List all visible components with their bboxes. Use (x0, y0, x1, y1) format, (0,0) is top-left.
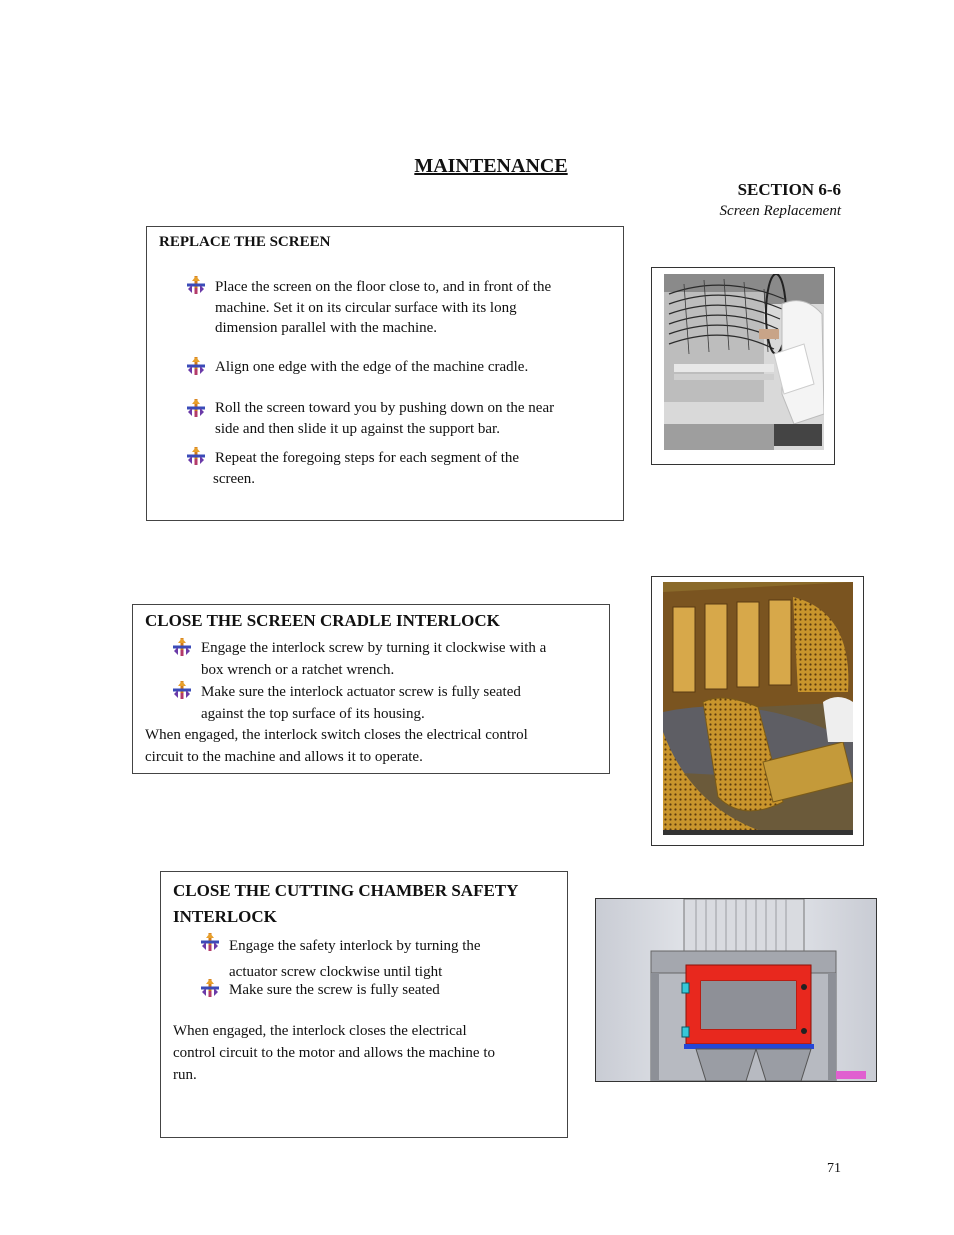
cradle-note: When engaged, the interlock switch closes the electrical control circuit to the machine and allows it to operate. (145, 727, 528, 765)
page-number: 71 (827, 1161, 841, 1176)
page-title: MAINTENANCE (414, 155, 568, 177)
replace-step-2: Align one edge with the edge of the machine cradle. (215, 359, 529, 375)
arrow-cross-bullet-icon (187, 447, 205, 465)
chamber-interlock-heading: CLOSE THE CUTTING CHAMBER SAFETY INTERLOCK (173, 881, 519, 926)
replace-screen-box (146, 226, 624, 521)
arrow-cross-bullet-icon (187, 276, 205, 294)
screen-placement-photo (651, 267, 835, 465)
screen-cradle-photo (651, 576, 864, 846)
chamber-interlock-box (160, 871, 568, 1138)
replace-screen-heading: REPLACE THE SCREEN (159, 234, 331, 250)
chamber-note: When engaged, the interlock closes the electrical control circuit to the motor and allows the machine to run. (173, 1023, 495, 1083)
replace-step-3: Roll the screen toward you by pushing down on the near side and then slide it up against the support bar. (215, 400, 555, 437)
arrow-cross-bullet-icon (173, 638, 191, 656)
section-subtitle: Screen Replacement (719, 203, 841, 219)
chamber-step-1: Engage the safety interlock by turning the actuator screw clockwise until tight (229, 938, 481, 980)
chamber-render-image (596, 899, 876, 1081)
screen-cradle-image (663, 582, 853, 835)
arrow-cross-bullet-icon (201, 979, 219, 997)
cradle-interlock-box (132, 604, 610, 774)
arrow-cross-bullet-icon (187, 399, 205, 417)
chamber-step-2: Make sure the screw is fully seated (229, 982, 440, 998)
cradle-interlock-heading: CLOSE THE SCREEN CRADLE INTERLOCK (145, 611, 500, 630)
replace-step-4: Repeat the foregoing steps for each segment of the screen. (213, 450, 520, 487)
cutting-chamber-diagram (595, 898, 877, 1082)
replace-step-1: Place the screen on the floor close to, and in front of the machine. Set it on its circular surface with its long dimension parallel with the machine. (215, 279, 552, 336)
section-number: SECTION 6-6 (737, 180, 841, 199)
worker-screen-image (664, 274, 824, 450)
arrow-cross-bullet-icon (201, 933, 219, 951)
cradle-step-2: Make sure the interlock actuator screw is fully seated against the top surface of its housing. (201, 684, 521, 722)
cradle-step-1: Engage the interlock screw by turning it clockwise with a box wrench or a ratchet wrench. (201, 640, 547, 678)
arrow-cross-bullet-icon (187, 357, 205, 375)
arrow-cross-bullet-icon (173, 681, 191, 699)
